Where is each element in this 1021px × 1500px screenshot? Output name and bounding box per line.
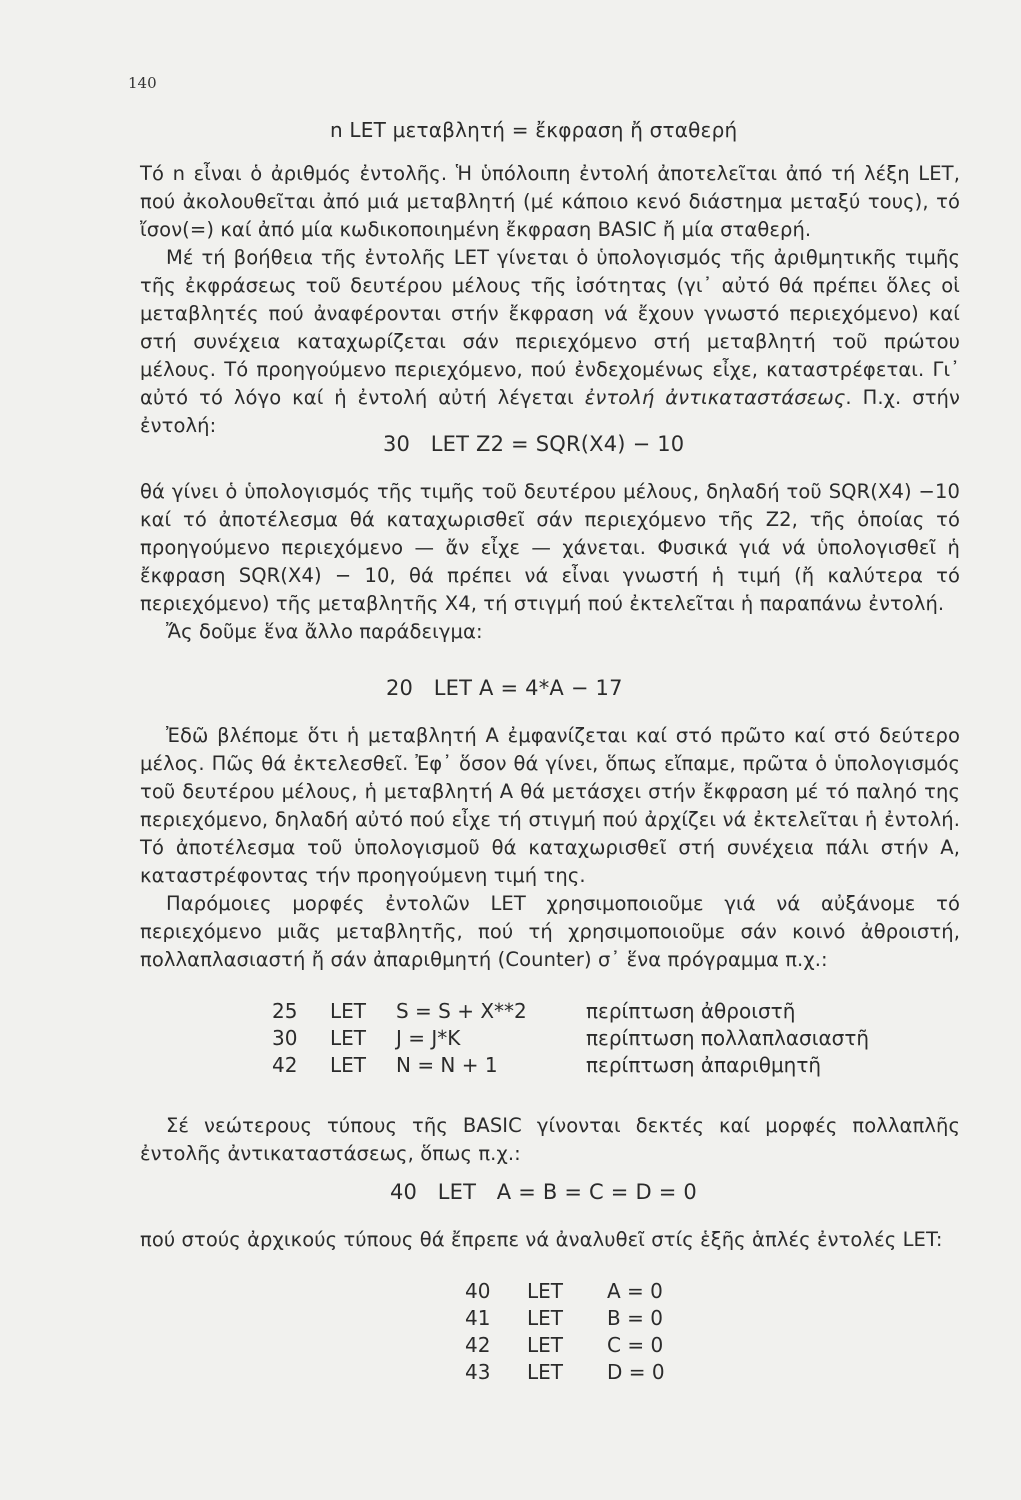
line-number: 41 [465,1306,491,1330]
example-40: 40 LET A = B = C = D = 0 [390,1180,697,1204]
expression: B = 0 [607,1306,663,1330]
line-number: 40 [465,1279,491,1303]
paragraph-8: πού στούς ἀρχικούς τύπους θά ἔπρεπε νά ἀναλυθεῖ στίς ἑξῆς ἁπλές ἐντολές LET: [140,1228,943,1251]
paragraph-3: θά γίνει ὁ ὑπολογισμός τῆς τιμῆς τοῦ δευτέρου μέλους, δηλαδή τοῦ SQR(X4) −10 καί τό ἀποτέλεσμα θά καταχωρισθεῖ σάν περιεχόμενο τῆς Z2, τῆς ὁποίας τό προηγούμενο περιεχόμενο — ἄν εἶχε — χάνεται. Φυσικά γιά νά ὑπολογισθεῖ ἡ ἔκφραση SQR(X4) − 10, θά πρέπει νά εἶναι γνωστή ἡ τιμή (ἤ καλύτερα τό περιεχόμενο) τῆς μεταβλητῆς X4, τή στιγμή πού ἐκτελεῖται ἡ παραπάνω ἐντολή. [140,480,960,615]
keyword: LET [330,1026,366,1050]
paragraph-7: Σέ νεώτερους τύπους τῆς BASIC γίνονται δεκτές καί μορφές πολλαπλῆς ἐντολῆς ἀντικαταστάσεως, ὅπως π.χ.: [140,1114,960,1165]
expression: J = J*K [396,1026,461,1050]
example-list-simple [465,1278,665,1386]
line-number: 25 [272,999,298,1023]
term-italic: ἐντολή ἀντικαταστάσεως [584,386,846,409]
body-text-block-1 [140,160,960,440]
keyword: LET [330,999,366,1023]
keyword: LET [527,1279,563,1303]
example-row [465,1332,665,1359]
line-number: 43 [465,1360,491,1384]
description: περίπτωση ἀπαριθμητῆ [586,1053,822,1077]
expression: A = 0 [607,1279,663,1303]
expression: S = S + X**2 [396,999,527,1023]
line-number: 42 [465,1333,491,1357]
description: περίπτωση ἀθροιστῆ [586,999,796,1023]
paragraph-2 [140,244,960,440]
paragraph-1: Τό n εἶναι ὁ ἀριθμός ἐντολῆς. Ἡ ὑπόλοιπη ἐντολή ἀποτελεῖται ἀπό τή λέξη LET, πού ἀκολουθεῖται ἀπό μιά μεταβλητή (μέ κάποιο κενό διάστημα μεταξύ τους), τό ἴσον(=) καί ἀπό μία κωδικοποιημένη ἔκφραση BASIC ἤ μία σταθερή. [140,162,960,241]
body-text-block-2 [140,478,960,646]
keyword: LET [527,1306,563,1330]
description: περίπτωση πολλαπλασιαστῆ [586,1026,870,1050]
expression: C = 0 [607,1333,664,1357]
example-row [465,1359,665,1386]
example-30: 30 LET Z2 = SQR(X4) − 10 [383,432,685,456]
paragraph-4: Ἄς δοῦμε ἕνα ἄλλο παράδειγμα: [166,620,483,643]
keyword: LET [330,1053,366,1077]
example-row [465,1305,665,1332]
body-text-block-4 [140,1112,960,1168]
keyword: LET [527,1333,563,1357]
syntax-line: n LET μεταβλητή = ἔκφραση ἤ σταθερή [330,118,738,142]
expression: D = 0 [607,1360,665,1384]
example-row [272,998,869,1025]
paragraph-2-end: . Π.χ. στήν ἐντολή: [140,386,960,437]
expression: N = N + 1 [396,1053,498,1077]
example-20: 20 LET A = 4*A − 17 [386,676,623,700]
paragraph-6: Παρόμοιες μορφές ἐντολῶν LET χρησιμοποιοῦμε γιά νά αὐξάνομε τό περιεχόμενο μιᾶς μεταβλητῆς, πού τή χρησιμοποιοῦμε σάν κοινό ἀθροιστή, πολλαπλασιαστή ἤ σάν ἀπαριθμητή (Counter) σ᾽ ἕνα πρόγραμμα π.χ.: [140,892,960,971]
body-text-block-3 [140,722,960,974]
paragraph-2-text: Μέ τή βοήθεια τῆς ἐντολῆς LET γίνεται ὁ ὑπολογισμός τῆς ἀριθμητικῆς τιμῆς τῆς ἐκφράσεως τοῦ δευτέρου μέλους τῆς ἰσότητας (γι᾽ αὐτό θά πρέπει ὅλες οἱ μεταβλητές πού ἀναφέρονται στήν ἔκφραση νά ἔχουν γνωστό περιεχόμενο) καί στή συνέχεια καταχωρίζεται σάν περιεχόμενο στή μεταβλητή τοῦ πρώτου μέλους. Τό προηγούμενο περιεχόμενο, πού ἐνδεχομένως εἶχε, καταστρέφεται. Γι᾽ αὐτό τό λόγο καί ἡ ἐντολή αὐτή λέγεται [140,246,960,409]
example-row [465,1278,665,1305]
example-row [272,1025,869,1052]
paragraph-5: Ἐδῶ βλέπομε ὅτι ἡ μεταβλητή A ἐμφανίζεται καί στό πρῶτο καί στό δεύτερο μέλος. Πῶς θά ἐκτελεσθεῖ. Ἐφ᾽ ὅσον θά γίνει, ὅπως εἴπαμε, πρῶτα ὁ ὑπολογισμός τοῦ δευτέρου μέλους, ἡ μεταβλητή A θά μετάσχει στήν ἔκφραση μέ τό παληό της περιεχόμενο, δηλαδή αὐτό πού εἶχε τή στιγμή πού ἀρχίζει νά ἐκτελεῖται ἡ ἐντολή. Τό ἀποτέλεσμα τοῦ ὑπολογισμοῦ θά καταχωρισθεῖ στή συνέχεια πάλι στήν A, καταστρέφοντας τήν προηγούμενη τιμή της. [140,724,960,887]
keyword: LET [527,1360,563,1384]
line-number: 30 [272,1026,298,1050]
line-number: 42 [272,1053,298,1077]
example-row [272,1052,869,1079]
page-number: 140 [128,74,157,92]
example-list-counters [272,998,869,1079]
body-text-block-5 [140,1226,960,1254]
